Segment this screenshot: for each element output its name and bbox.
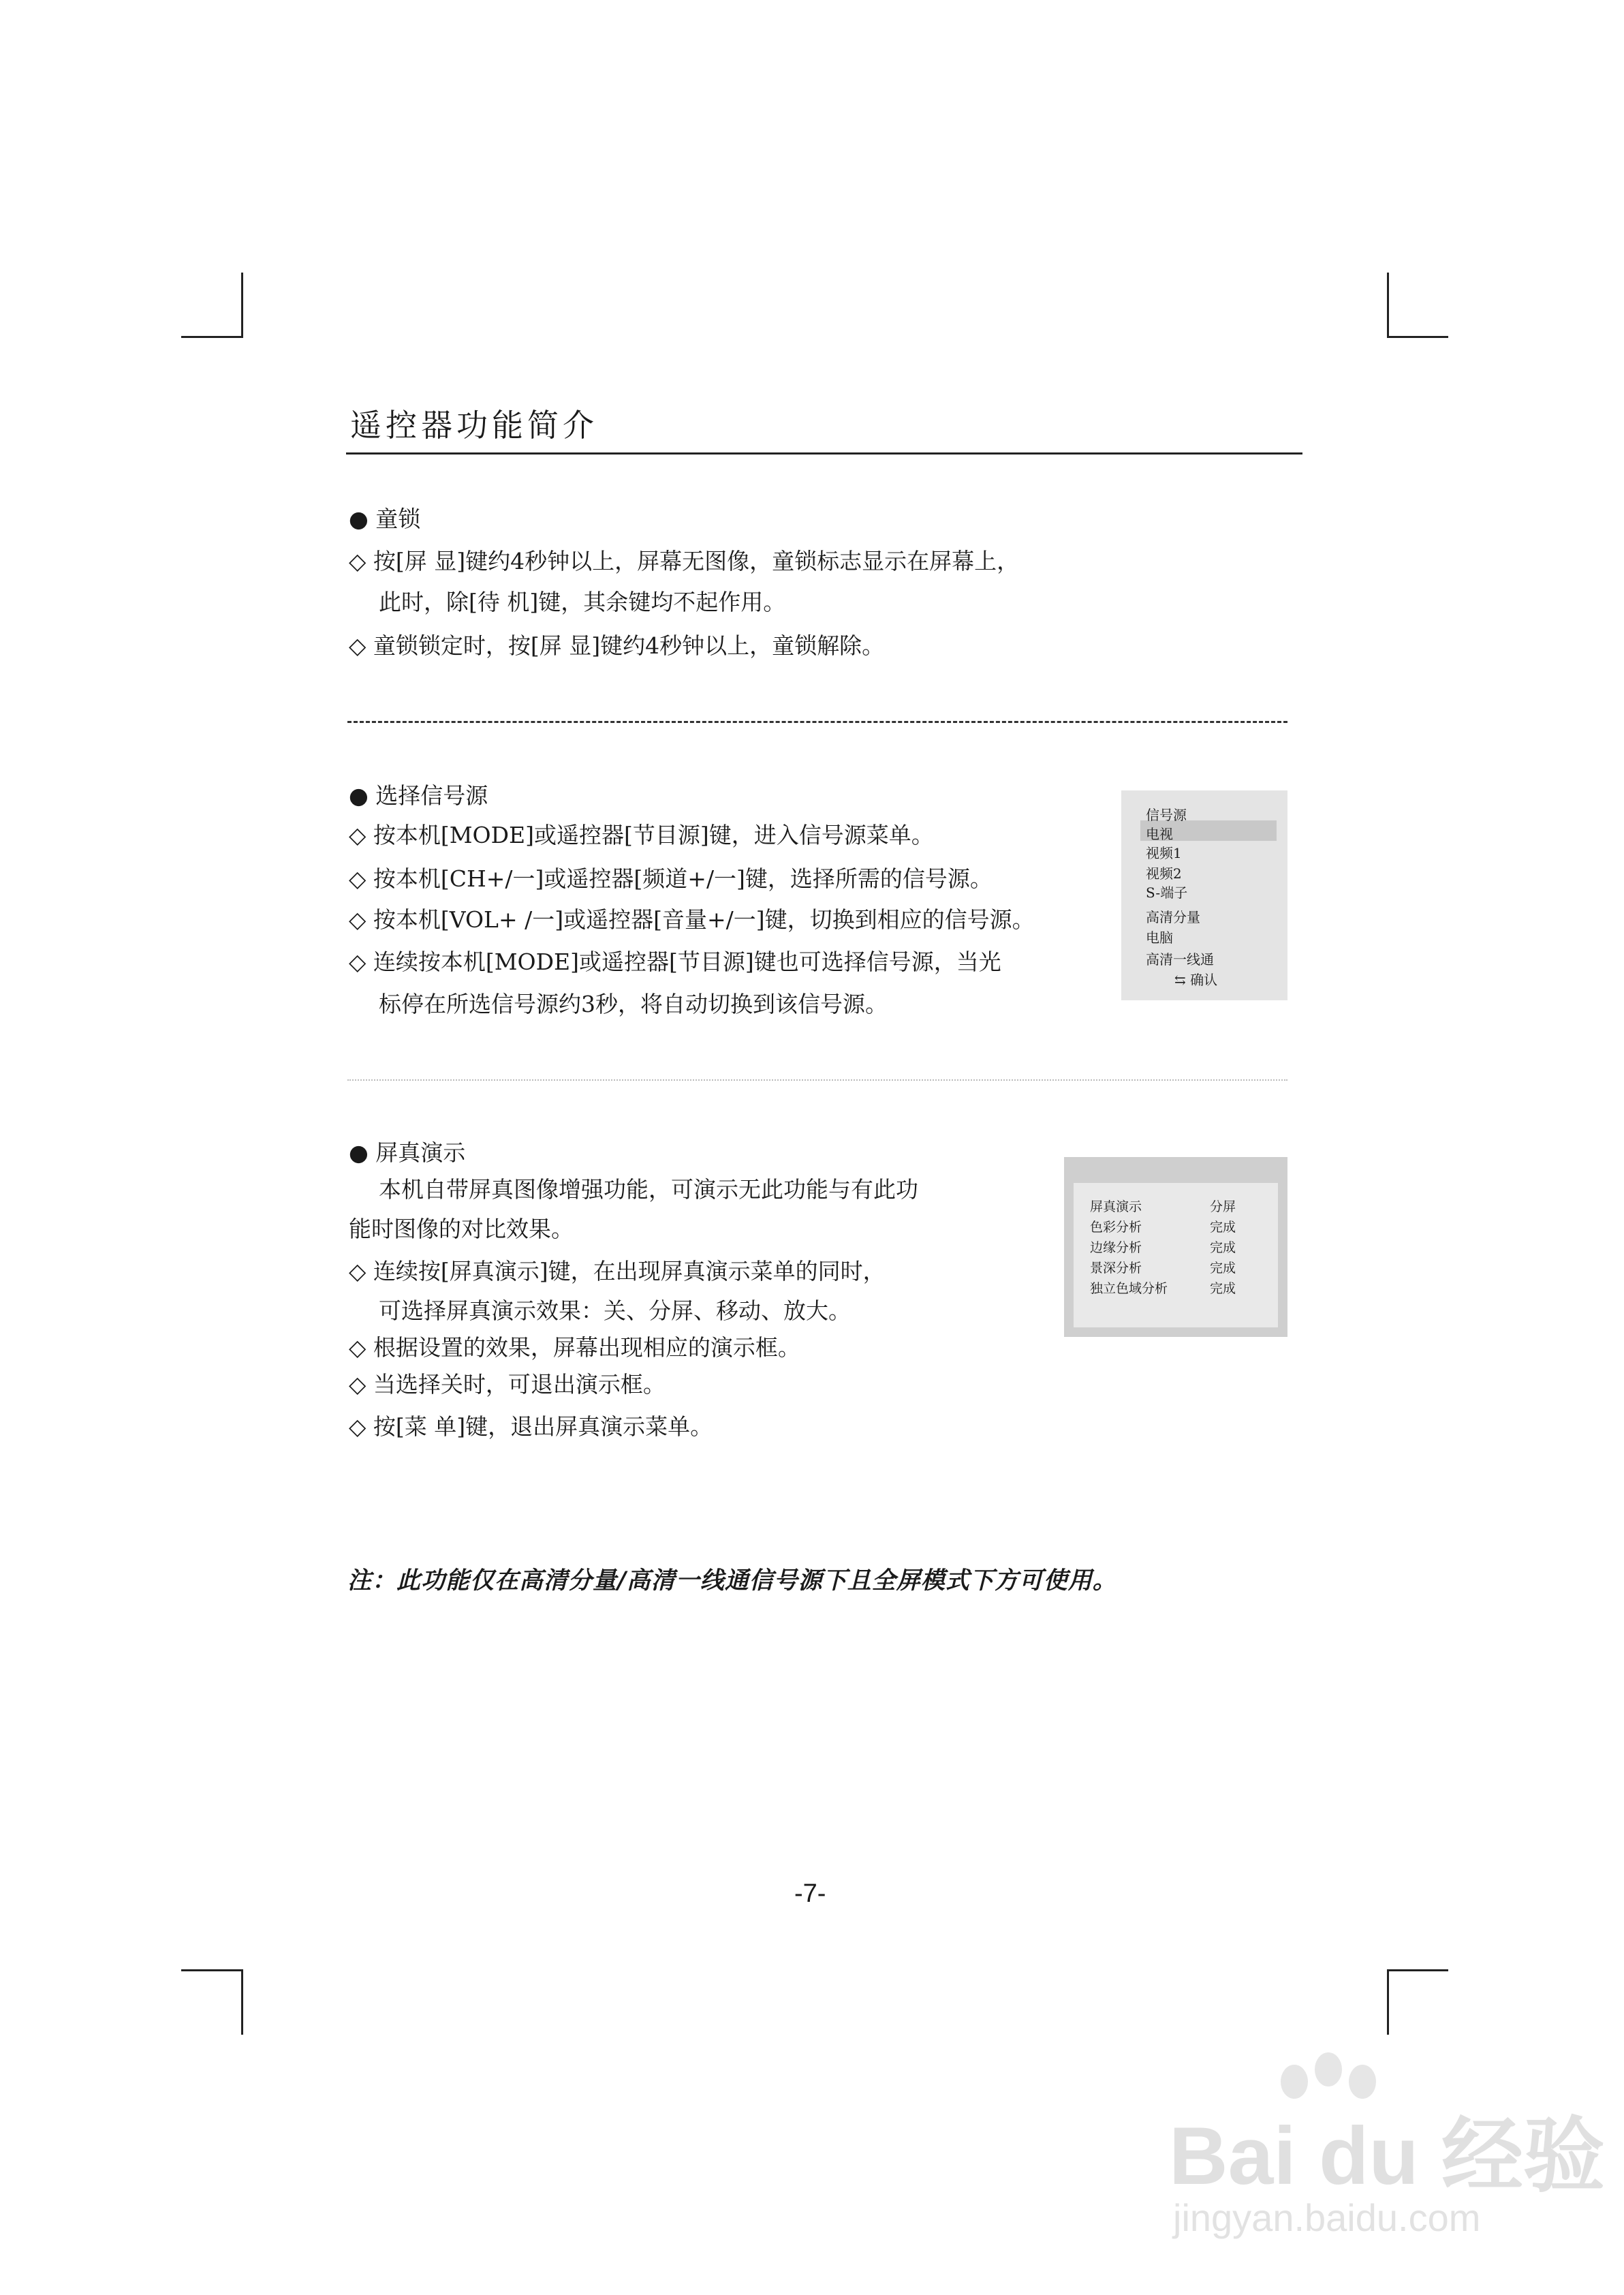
crop-mark-bottom-left-h (181, 1969, 243, 1971)
crop-mark-bottom-left-v (241, 1969, 243, 2035)
menu-item-video2: 视频2 (1146, 865, 1182, 882)
demo-menu-label-1: 屏真演示 (1090, 1199, 1142, 1214)
section-heading-select-source: ● 选择信号源 (349, 782, 488, 809)
child-lock-line-2: 此时，除[待 机]键，其余键均不起作用。 (379, 589, 786, 615)
select-source-line-1: ◇ 按本机[MODE]或遥控器[节目源]键，进入信号源菜单。 (349, 822, 934, 848)
demo-menu-value-4: 完成 (1210, 1261, 1236, 1276)
demo-line-4: 可选择屏真演示效果：关、分屏、移动、放大。 (379, 1297, 851, 1324)
watermark-url: jingyan.baidu.com (1173, 2196, 1481, 2239)
crop-mark-bottom-right-v (1387, 1969, 1389, 2035)
section-heading-child-lock: ● 童锁 (349, 506, 421, 532)
demo-line-5: ◇ 根据设置的效果，屏幕出现相应的演示框。 (349, 1334, 800, 1361)
signal-source-menu (1121, 790, 1287, 1000)
select-source-line-5: 标停在所选信号源约3秒，将自动切换到该信号源。 (379, 991, 888, 1017)
crop-mark-top-left-v (241, 273, 243, 338)
crop-mark-top-right-v (1387, 273, 1389, 338)
menu-confirm (1174, 969, 1217, 989)
usage-note: 注：此功能仅在高清分量/高清一线通信号源下且全屏模式下方可使用。 (347, 1567, 1117, 1595)
menu-title: 信号源 (1146, 807, 1187, 823)
demo-menu-label-5: 独立色域分析 (1090, 1281, 1168, 1296)
crop-mark-bottom-right-h (1387, 1969, 1448, 1971)
demo-menu-label-4: 景深分析 (1090, 1261, 1142, 1276)
select-source-line-2: ◇ 按本机[CH+/一]或遥控器[频道+/一]键，选择所需的信号源。 (349, 865, 993, 892)
demo-menu-label-2: 色彩分析 (1090, 1220, 1142, 1235)
demo-line-2: 能时图像的对比效果。 (349, 1216, 574, 1242)
title-underline (346, 452, 1302, 455)
demo-menu-value-3: 完成 (1210, 1240, 1236, 1255)
menu-item-video1: 视频1 (1146, 845, 1182, 861)
select-source-line-4: ◇ 连续按本机[MODE]或遥控器[节目源]键也可选择信号源，当光 (349, 949, 1001, 975)
section-divider-dotted (347, 1079, 1287, 1081)
menu-item-pc: 电脑 (1146, 929, 1173, 946)
watermark-brand: Bai du 经验 (1169, 2110, 1606, 2202)
demo-menu-value-2: 完成 (1210, 1220, 1236, 1235)
demo-line-6: ◇ 当选择关时，可退出演示框。 (349, 1371, 666, 1398)
demo-menu (1064, 1157, 1287, 1337)
page-title: 遥控器功能简介 (350, 407, 598, 444)
crop-mark-top-right-h (1387, 336, 1448, 338)
demo-menu-value-1: 分屏 (1210, 1199, 1236, 1214)
crop-mark-top-left-h (181, 336, 243, 338)
demo-menu-body (1074, 1183, 1278, 1327)
child-lock-line-1: ◇ 按[屏 显]键约4秒钟以上，屏幕无图像，童锁标志显示在屏幕上， (349, 548, 1020, 574)
menu-item-component: 高清分量 (1146, 909, 1200, 925)
menu-item-tv: 电视 (1146, 826, 1173, 842)
demo-menu-label-3: 边缘分析 (1090, 1240, 1142, 1255)
demo-line-7: ◇ 按[菜 单]键，退出屏真演示菜单。 (349, 1413, 713, 1440)
demo-menu-value-5: 完成 (1210, 1281, 1236, 1296)
select-source-line-3: ◇ 按本机[VOL+ /一]或遥控器[音量+/一]键，切换到相应的信号源。 (349, 906, 1035, 933)
page-number: -7- (794, 1879, 826, 1908)
menu-item-s-video: S-端子 (1146, 884, 1188, 901)
demo-line-3: ◇ 连续按[屏真演示]键，在出现屏真演示菜单的同时， (349, 1258, 886, 1284)
paw-icon (1315, 2052, 1342, 2086)
child-lock-line-3: ◇ 童锁锁定时，按[屏 显]键约4秒钟以上，童锁解除。 (349, 632, 885, 659)
demo-line-1: 本机自带屏真图像增强功能，可演示无此功能与有此功 (379, 1176, 918, 1203)
section-heading-demo: ● 屏真演示 (349, 1139, 466, 1166)
swap-arrows-icon: ⇆ (1174, 972, 1186, 988)
section-divider-dashed (347, 721, 1287, 723)
menu-confirm-label: 确认 (1190, 972, 1218, 988)
menu-item-hd-single: 高清一线通 (1146, 951, 1214, 968)
